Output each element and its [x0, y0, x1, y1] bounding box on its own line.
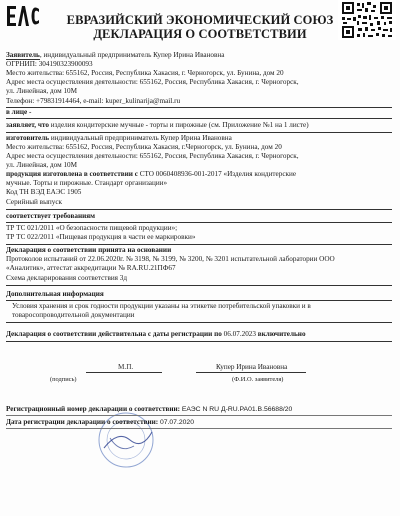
applicant-ogrn: ОГРНИП: 304190323900093 [6, 60, 93, 68]
additional-info-label: Дополнительная информация [6, 290, 104, 298]
declares-text: изделия кондитерские мучные - торты и пирожные (см. Приложение №1 на 1 листе) [48, 121, 309, 129]
basis-label: Декларация о соответствии принята на основании [6, 246, 172, 254]
declares-line [6, 121, 309, 130]
validity-text: Декларация о соответствии действительна с даты регистрации по [6, 330, 222, 338]
manufacturer-activity-address-2: ул. Линейная, дом 10М [6, 161, 78, 169]
divider [6, 209, 392, 210]
validity-line [6, 330, 306, 339]
divider [6, 107, 392, 108]
applicant-activity-address-2: ул. Линейная, дом 10М [6, 87, 78, 95]
tnved-code: Код ТН ВЭД ЕАЭС 1905 [6, 188, 82, 196]
signature-caption: (подпись) [50, 376, 77, 383]
validity-suffix: включительно [257, 330, 306, 338]
applicant-name: , индивидуальный предприниматель Купер Ирина Ивановна [39, 51, 225, 59]
applicant-residence: Место жительства: 655162, Россия, Республика Хакасия, г. Черногорск, ул. Бунина, дом 20 [6, 69, 284, 77]
requirements-label: соответствует требованиям [6, 212, 96, 220]
divider [6, 341, 392, 342]
manufacturer-line [6, 134, 232, 143]
registration-date-label: Дата регистрации декларации о соответствии: [6, 418, 159, 426]
additional-info-line: Условия хранения и срок годности продукции указаны на этикетке потребительской упаковки и в [12, 302, 311, 310]
production-label: продукция изготовлена в соответствии с [6, 170, 138, 178]
requirement-item: ТР ТС 021/2011 «О безопасности пищевой продукции»; [6, 224, 178, 232]
applicant-label: Заявитель [6, 51, 40, 59]
divider [6, 132, 392, 133]
signer-name: Купер Ирина Ивановна [216, 363, 288, 371]
signature-line [86, 372, 162, 373]
declaration-title: ДЕКЛАРАЦИЯ О СООТВЕТСТВИИ [93, 27, 307, 41]
in-person-line: в лице - [6, 108, 32, 116]
registration-number-line [6, 405, 292, 414]
name-line [196, 372, 306, 373]
name-caption: (Ф.И.О. заявителя) [232, 376, 284, 383]
divider [6, 244, 392, 245]
registration-date-line [6, 418, 194, 427]
union-title: ЕВРАЗИЙСКИЙ ЭКОНОМИЧЕСКИЙ СОЮЗ [66, 13, 334, 27]
applicant-activity-address: Адрес места осуществления деятельности: 655162, Россия, Республика Хакасия, г. Черногорск, [6, 78, 299, 86]
stamp-mark: М.П. [118, 363, 134, 371]
batch-type: Серийный выпуск [6, 198, 63, 206]
applicant-contacts: Телефон: +79831914464, e-mail: kuper_kulinarija@mail.ru [6, 97, 181, 105]
additional-info-line-2: товаросопроводительной документации [12, 311, 135, 319]
declares-label: заявляет, что [6, 121, 49, 129]
registration-number-label: Регистрационный номер декларации о соответствии: [6, 405, 181, 413]
manufacturer-name: индивидуальный предприниматель Купер Ирина Ивановна [49, 134, 232, 142]
divider [6, 285, 392, 286]
production-standard: СТО 0060408936-001-2017 «Изделия кондитерские [137, 170, 297, 178]
production-standard-2: мучные. Торты и пирожные. Стандарт организации» [6, 179, 168, 187]
basis-scheme: Схема декларирования соответствия 3д [6, 274, 128, 282]
divider [6, 118, 392, 119]
basis-protocols: Протоколов испытаний от 22.06.2020г. № 3198, № 3199, № 3200, № 3201 испытательной лаборатории ООО [6, 255, 335, 263]
divider [6, 322, 392, 323]
manufacturer-activity-address: Адрес места осуществления деятельности: 655162, Россия, Республика Хакасия, г. Черногорск, [6, 152, 299, 160]
basis-accreditation: «Аналитик», аттестат аккредитации № RA.RU.21ПФ67 [6, 264, 176, 272]
requirement-item: ТР ТС 022/2011 «Пищевая продукция в части ее маркировки» [6, 233, 196, 241]
validity-date: 06.07.2023 [223, 330, 256, 338]
registration-number: ЕАЭС N RU Д-RU.PA01.B.56688/20 [181, 406, 293, 413]
divider [6, 428, 392, 429]
production-line [6, 170, 296, 179]
manufacturer-label: изготовитель [6, 134, 50, 142]
manufacturer-residence: Место жительства: 655162, Россия, Республика Хакасия, г.Черногорск, ул. Бунина, дом 20 [6, 143, 282, 151]
divider [6, 222, 392, 223]
registration-date: 07.07.2020 [159, 419, 194, 426]
divider [6, 415, 392, 416]
applicant-line [6, 51, 224, 60]
divider [6, 300, 392, 301]
